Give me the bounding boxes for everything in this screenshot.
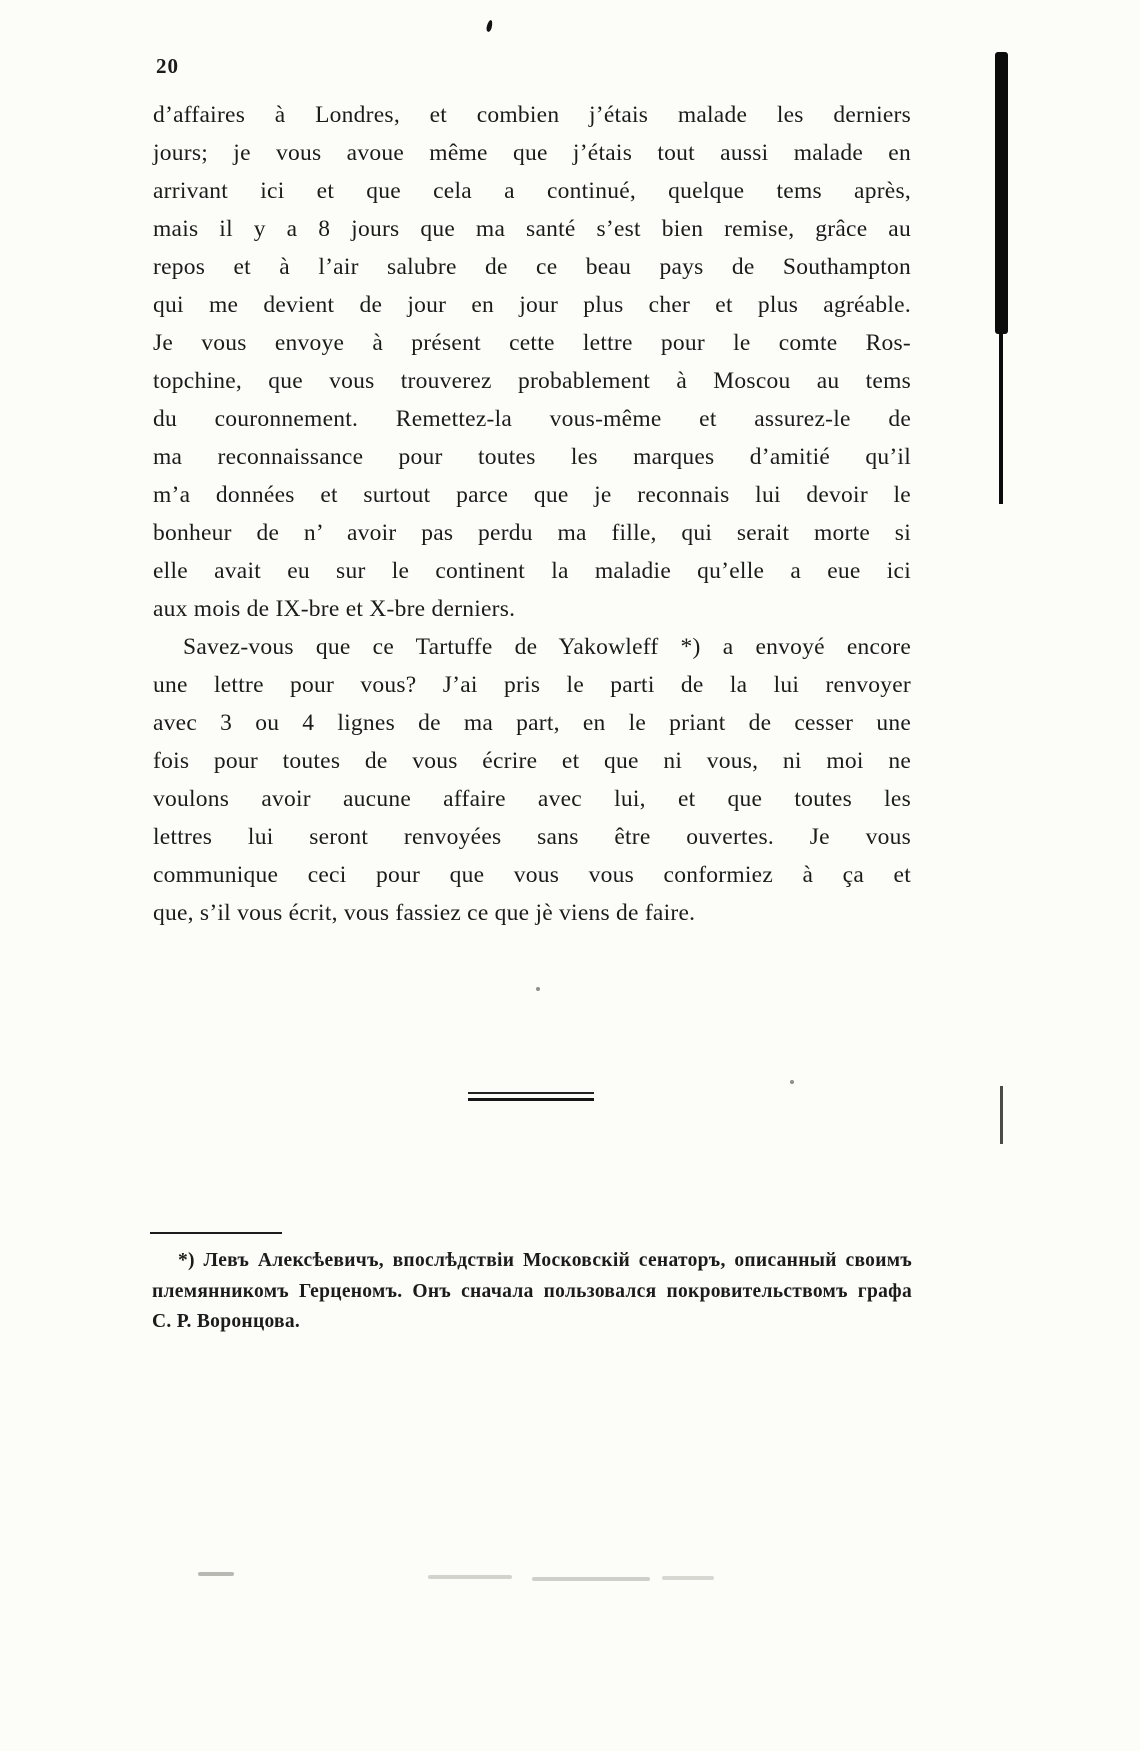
text-line: ma reconnaissance pour toutes les marques d’amitié qu’il xyxy=(153,444,911,470)
text-line: Je vous envoye à présent cette lettre pour le comte Ros- xyxy=(153,330,911,356)
footnote-body xyxy=(152,1246,912,1338)
smudge-mark xyxy=(198,1572,234,1576)
text-line: que, s’il vous écrit, vous fassiez ce que jè viens de faire. xyxy=(153,900,696,926)
text-line: d’affaires à Londres, et combien j’étais malade les derniers xyxy=(153,102,911,128)
scan-edge-bar-lower xyxy=(1000,1086,1003,1144)
text-line: communique ceci pour que vous vous conformiez à ça et xyxy=(153,862,911,888)
text-line: du couronnement. Remettez-la vous-même et assurez-le de xyxy=(153,406,911,432)
smudge-mark xyxy=(532,1577,650,1581)
text-line: lettres lui seront renvoyées sans être ouvertes. Je vous xyxy=(153,824,911,850)
text-line: qui me devient de jour en jour plus cher et plus agréable. xyxy=(153,292,911,318)
text-line: Savez-vous que ce Tartuffe de Yakowleff *) a envoyé encore xyxy=(183,634,911,660)
smudge-mark xyxy=(662,1576,714,1580)
divider-rule-top xyxy=(468,1092,594,1094)
footnote-separator xyxy=(150,1232,282,1234)
text-line: bonheur de n’ avoir pas perdu ma fille, qui serait morte si xyxy=(153,520,911,546)
text-line: elle avait eu sur le continent la maladie qu’elle a eue ici xyxy=(153,558,911,584)
text-line: mais il y a 8 jours que ma santé s’est bien remise, grâce au xyxy=(153,216,911,242)
footnote-line: С. Р. Воронцова. xyxy=(152,1311,301,1332)
letter-body xyxy=(153,96,911,932)
text-line: repos et à l’air salubre de ce beau pays de Southampton xyxy=(153,254,911,280)
ink-speck xyxy=(486,20,494,33)
text-line: m’a données et surtout parce que je reconnais lui devoir le xyxy=(153,482,911,508)
footnote-line: племянникомъ Герценомъ. Онъ сначала пользовался покровительствомъ графа xyxy=(152,1280,912,1302)
page-number: 20 xyxy=(156,54,179,78)
text-line: arrivant ici et que cela a continué, quelque tems après, xyxy=(153,178,911,204)
ink-speck xyxy=(790,1080,794,1084)
text-line: fois pour toutes de vous écrire et que ni vous, ni moi ne xyxy=(153,748,911,774)
text-line: aux mois de IX-bre et X-bre derniers. xyxy=(153,596,516,622)
divider-rule-bottom xyxy=(468,1098,594,1101)
text-line: voulons avoir aucune affaire avec lui, et que toutes les xyxy=(153,786,911,812)
text-line: jours; je vous avoue même que j’étais tout aussi malade en xyxy=(153,140,911,166)
scan-edge-bar-thin xyxy=(999,334,1003,504)
text-line: topchine, que vous trouverez probablement à Moscou au tems xyxy=(153,368,911,394)
text-line: une lettre pour vous? J’ai pris le parti de la lui renvoyer xyxy=(153,672,911,698)
text-line: avec 3 ou 4 lignes de ma part, en le priant de cesser une xyxy=(153,710,911,736)
smudge-mark xyxy=(428,1575,512,1579)
ink-speck xyxy=(536,987,540,991)
footnote-line: *) Левъ Алексѣевичъ, впослѣдствіи Московскій сенаторъ, описанный своимъ xyxy=(178,1250,912,1271)
section-divider xyxy=(468,1092,594,1101)
scan-edge-bar-thick xyxy=(995,52,1008,334)
